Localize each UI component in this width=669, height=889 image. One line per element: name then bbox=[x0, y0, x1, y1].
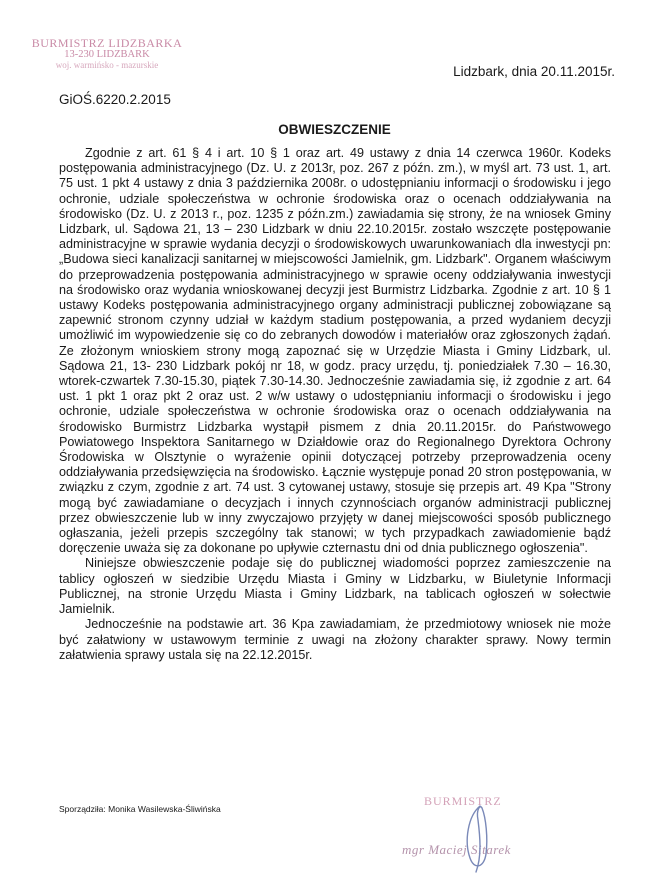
handwritten-signature bbox=[450, 796, 510, 876]
prepared-by: Sporządziła: Monika Wasilewska-Śliwińska bbox=[59, 804, 221, 814]
place-and-date: Lidzbark, dnia 20.11.2015r. bbox=[453, 64, 615, 79]
reference-number: GiOŚ.6220.2.2015 bbox=[59, 92, 171, 107]
paragraph-deadline: Jednocześnie na podstawie art. 36 Kpa zawiadamiam, że przedmiotowy wniosek nie może być załatwiony w ustawowym terminie z uwagi na złożony charakter sprawy. Nowy termin załatwienia sprawy ustala się na 22.12.2015r. bbox=[59, 617, 611, 662]
document-body bbox=[59, 146, 611, 663]
paragraph-publication: Niniejsze obwieszczenie podaje się do publicznej wiadomości poprzez zamieszczenie na tablicy ogłoszeń w siedzibie Urzędu Miasta i Gminy w Lidzbarku, w Biuletynie Informacji Publicznej, na stronie Urzędu Miasta i Gminy Lidzbark, na tablicach ogłoszeń w sołectwie Jamielnik. bbox=[59, 556, 611, 617]
stamp-line-1: BURMISTRZ LIDZBARKA bbox=[31, 36, 183, 50]
stamp-line-3: woj. warmińsko - mazurskie bbox=[55, 60, 159, 70]
signature-stamp: BURMISTRZ bbox=[424, 794, 502, 808]
signature-name: mgr Maciej Sitarek bbox=[402, 842, 511, 857]
stamp-line-2: 13-230 LIDZBARK bbox=[64, 49, 150, 60]
document-title: OBWIESZCZENIE bbox=[278, 122, 391, 137]
paragraph-main: Zgodnie z art. 61 § 4 i art. 10 § 1 oraz art. 49 ustawy z dnia 14 czerwca 1960r. Kodeks postępowania administracyjnego (Dz. U. z 2013r, poz. 267 z późn. zm.), w myśl art. 73 ust. 1, art. 75 ust. 1 pkt 4 ustawy z dnia 3 października 2008r. o udostępnianiu informacji o środowisku i jego ochronie, udziale społeczeństwa w ochronie środowiska oraz o ocenach oddziaływania na środowisko (Dz. U. z 2013 r., poz. 1235 z późn.zm.) zawiadamia się strony, że na wniosek Gminy Lidzbark, ul. Sądowa 21, 13 – 230 Lidzbark w dniu 22.10.2015r. zostało wszczęte postępowanie administracyjne w sprawie wydania decyzji o środowiskowych uwarunkowaniach dla inwestycji pn: „Budowa sieci kanalizacji sanitarnej w miejscowości Jamielnik, gm. Lidzbark". Organem właściwym do przeprowadzenia postępowania administracyjnego w sprawie oceny oddziaływania inwestycji na środowisko oraz wydania wnioskowanej decyzji jest Burmistrz Lidzbarka. Zgodnie z art. 10 § 1 ustawy Kodeks postępowania administracyjnego organy administracji publicznej zobowiązane są zapewnić stronom czynny udział w każdym stadium postępowania, a przed wydaniem decyzji umożliwić im wypowiedzenie się co do zebranych dowodów i materiałów oraz zgłoszonych żądań. Ze złożonym wnioskiem strony mogą zapoznać się w Urzędzie Miasta i Gminy Lidzbark, ul. Sądowa 21, 13- 230 Lidzbark pokój nr 18, w godz. pracy urzędu, tj. poniedziałek 7.30 – 16.30, wtorek-czwartek 7.30-15.30, piątek 7.30-14.30. Jednocześnie zawiadamia się, iż zgodnie z art. 64 ust. 1 pkt 1 oraz pkt 2 oraz ust. 2 w/w ustawy o udostępnianiu informacji o środowisku i jego ochronie, udziale społeczeństwa w ochronie środowiska oraz o ocenach oddziaływania na środowisko Burmistrz Lidzbarka wystąpił pismem z dnia 20.11.2015r. do Państwowego Powiatowego Inspektora Sanitarnego w Działdowie oraz do Regionalnego Dyrektora Ochrony Środowiska w Olsztynie o wyrażenie opinii dotyczącej potrzeby przeprowadzenia oceny oddziaływania przedsięwzięcia na środowisko. Łącznie występuje ponad 20 stron postępowania, w związku z czym, zgodnie z art. 74 ust. 3 cytowanej ustawy, stosuje się przepis art. 49 Kpa "Strony mogą być zawiadamiane o decyzjach i innych czynnościach organów administracji publicznej przez obwieszczenie lub w inny zwyczajowo przyjęty w danej miejscowości sposób publicznego ogłaszania, jeżeli przepis szczególny tak stanowi; w tych przypadkach zawiadomienie bądź doręczenie uważa się za dokonane po upływie czternastu dni od dnia publicznego ogłoszenia". bbox=[59, 146, 611, 556]
office-stamp bbox=[18, 38, 196, 71]
